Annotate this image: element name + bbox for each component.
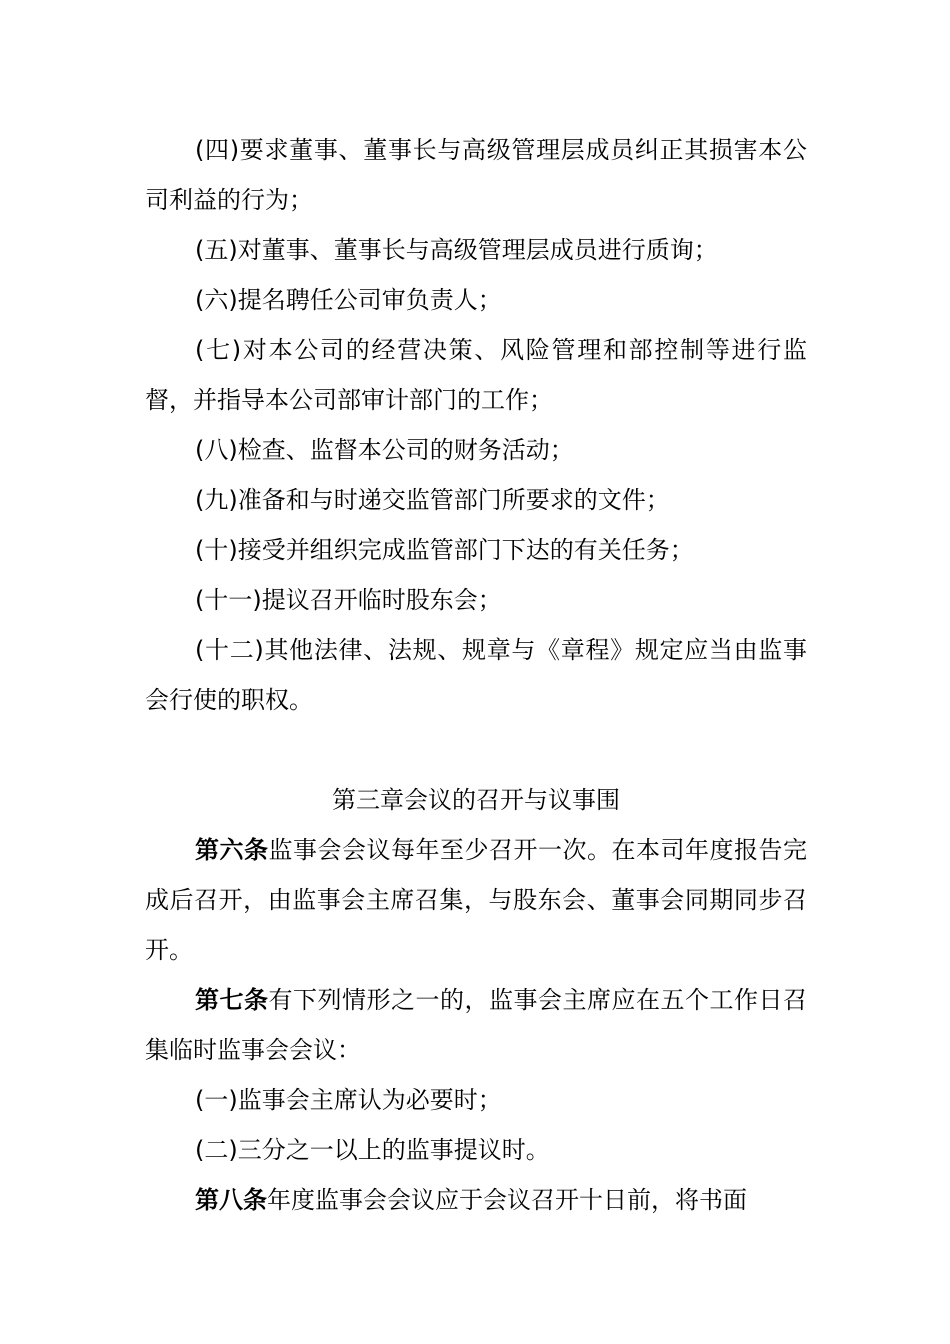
list-item-6: (六)提名聘任公司审负责人； [195,286,502,314]
list-item-10: (十)接受并组织完成监管部门下达的有关任务； [195,536,694,564]
list-item-12: (十二)其他法律、法规、规章与《章程》规定应当由监事会行使的职权。 [145,636,807,714]
article-8 [145,1175,807,1225]
chapter-heading: 第三章会议的召开与议事围 [332,786,620,814]
article-7 [145,975,807,1075]
list-item-8: (八)检查、监督本公司的财务活动； [195,436,574,464]
article-7-text: 有下列情形之一的，监事会主席应在五个工作日召集临时监事会会议： [145,986,807,1064]
article-6-text: 监事会会议每年至少召开一次。在本司年度报告完成后召开，由监事会主席召集，与股东会、董事会同期同步召开。 [145,836,807,964]
list-item-9: (九)准备和与时递交监管部门所要求的文件； [195,486,670,514]
list-item-5: (五)对董事、董事长与高级管理层成员进行质询； [195,236,718,264]
document-body [145,125,807,1225]
list-item-7: (七)对本公司的经营决策、风险管理和部控制等进行监督，并指导本公司部审计部门的工作； [145,336,807,414]
article-7-item-1: (一)监事会主席认为必要时； [195,1086,502,1114]
article-7-lead: 第七条 [195,986,269,1014]
article-6 [145,825,807,975]
article-8-text: 年度监事会会议应于会议召开十日前，将书面 [267,1186,747,1214]
list-item-4: (四)要求董事、董事长与高级管理层成员纠正其损害本公司利益的行为； [145,136,807,214]
article-8-lead: 第八条 [195,1186,267,1214]
article-7-item-2: (二)三分之一以上的监事提议时。 [195,1136,550,1164]
list-item-11: (十一)提议召开临时股东会； [195,586,502,614]
article-6-lead: 第六条 [195,836,269,864]
